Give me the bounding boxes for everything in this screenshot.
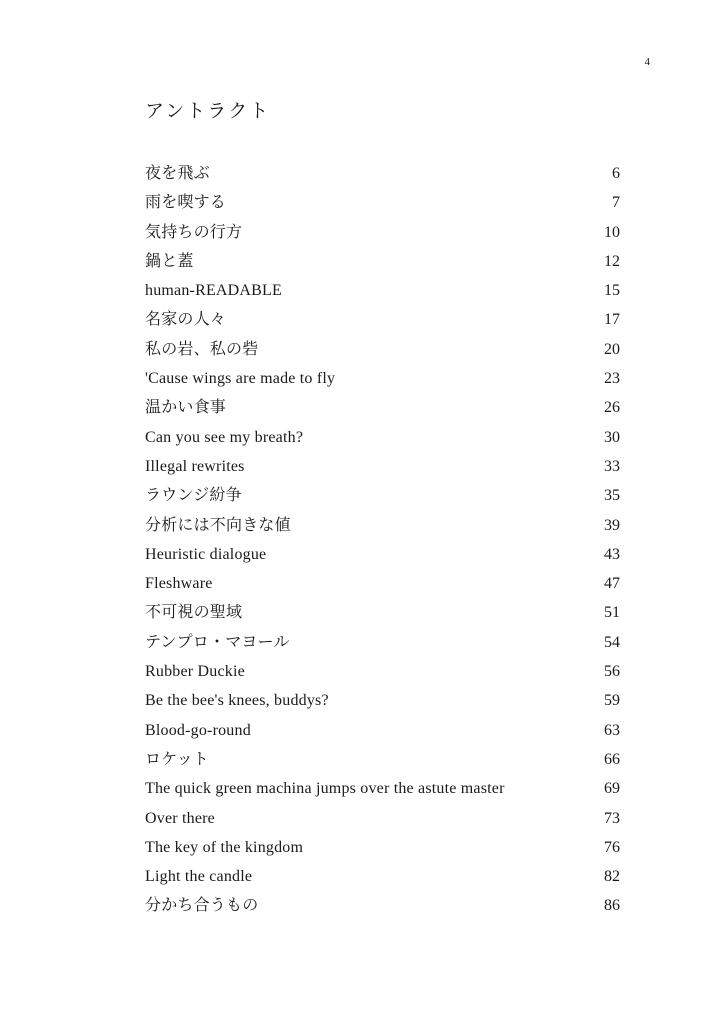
toc-entry [145, 247, 620, 276]
table-of-contents [145, 159, 620, 921]
toc-entry-title: The quick green machina jumps over the astute master [145, 780, 505, 798]
toc-entry [145, 774, 620, 803]
toc-entry [145, 891, 620, 920]
toc-entry-title: Heuristic dialogue [145, 545, 267, 563]
toc-entry-page-number: 35 [604, 487, 620, 505]
toc-entry-title: 気持ちの行方 [145, 223, 243, 241]
toc-entry [145, 481, 620, 510]
toc-entry-page-number: 43 [604, 545, 620, 563]
toc-entry [145, 218, 620, 247]
toc-entry-page-number: 54 [604, 633, 620, 651]
toc-entry-title: Fleshware [145, 575, 213, 593]
page-number: 4 [644, 56, 650, 68]
toc-entry [145, 511, 620, 540]
toc-entry-page-number: 23 [604, 370, 620, 388]
toc-entry-title: Blood-go-round [145, 721, 251, 739]
toc-entry [145, 745, 620, 774]
toc-entry [145, 276, 620, 305]
toc-entry-page-number: 63 [604, 721, 620, 739]
toc-entry [145, 657, 620, 686]
toc-entry-title: Be the bee's knees, buddys? [145, 692, 329, 710]
toc-entry [145, 598, 620, 627]
toc-entry-title: 私の岩、私の砦 [145, 340, 259, 358]
toc-entry-title: 雨を喫する [145, 194, 227, 212]
toc-entry-title: ラウンジ紛争 [145, 487, 242, 505]
toc-entry-title: テンプロ・マヨール [145, 633, 290, 651]
toc-entry-title: The key of the kingdom [145, 838, 304, 856]
toc-entry-title: Over there [145, 809, 215, 827]
toc-entry-page-number: 86 [604, 897, 620, 915]
toc-entry-page-number: 10 [604, 223, 620, 241]
toc-entry-page-number: 7 [612, 194, 620, 212]
toc-entry-page-number: 20 [604, 340, 620, 358]
toc-entry-page-number: 66 [604, 750, 620, 768]
toc-entry-title: human-READABLE [145, 282, 283, 300]
toc-entry-title: 'Cause wings are made to fly [145, 370, 336, 388]
toc-entry-page-number: 6 [612, 165, 620, 182]
toc-entry [145, 423, 620, 452]
toc-entry-title: 分かち合うもの [145, 897, 259, 915]
toc-entry-page-number: 76 [604, 838, 620, 856]
toc-entry-page-number: 39 [604, 516, 620, 534]
toc-entry-title: 鍋と蓋 [145, 252, 194, 270]
toc-entry [145, 628, 620, 657]
toc-entry [145, 716, 620, 745]
toc-entry-title: Can you see my breath? [145, 428, 304, 446]
toc-entry-title: 夜を飛ぶ [145, 165, 210, 182]
toc-entry-page-number: 51 [604, 604, 620, 622]
toc-entry-page-number: 73 [604, 809, 620, 827]
section-title: アントラクト [145, 101, 271, 122]
toc-entry [145, 804, 620, 833]
toc-entry-title: 不可視の聖域 [145, 604, 243, 622]
toc-entry-title: 温かい食事 [145, 399, 227, 417]
toc-entry-page-number: 26 [604, 399, 620, 417]
toc-entry [145, 569, 620, 598]
toc-entry [145, 335, 620, 364]
toc-entry [145, 188, 620, 217]
toc-entry [145, 540, 620, 569]
toc-entry [145, 452, 620, 481]
toc-entry-page-number: 47 [604, 575, 620, 593]
toc-entry-page-number: 12 [604, 252, 620, 270]
toc-entry-title: Illegal rewrites [145, 457, 245, 475]
toc-entry-title: 名家の人々 [145, 311, 227, 329]
toc-entry [145, 305, 620, 334]
toc-entry-page-number: 56 [604, 663, 620, 681]
toc-entry-title: Rubber Duckie [145, 663, 245, 681]
toc-entry [145, 862, 620, 891]
toc-entry [145, 686, 620, 715]
toc-entry [145, 833, 620, 862]
toc-entry [145, 364, 620, 393]
toc-entry-page-number: 15 [604, 282, 620, 300]
toc-entry-page-number: 33 [604, 457, 620, 475]
toc-entry-page-number: 69 [604, 780, 620, 798]
toc-entry-title: Light the candle [145, 868, 253, 886]
toc-entry [145, 159, 620, 188]
toc-entry-page-number: 30 [604, 428, 620, 446]
toc-entry-title: 分析には不向きな値 [145, 516, 291, 534]
toc-entry-page-number: 59 [604, 692, 620, 710]
toc-entry-title: ロケット [145, 750, 210, 768]
toc-entry-page-number: 17 [604, 311, 620, 329]
toc-entry [145, 393, 620, 422]
toc-entry-page-number: 82 [604, 868, 620, 886]
